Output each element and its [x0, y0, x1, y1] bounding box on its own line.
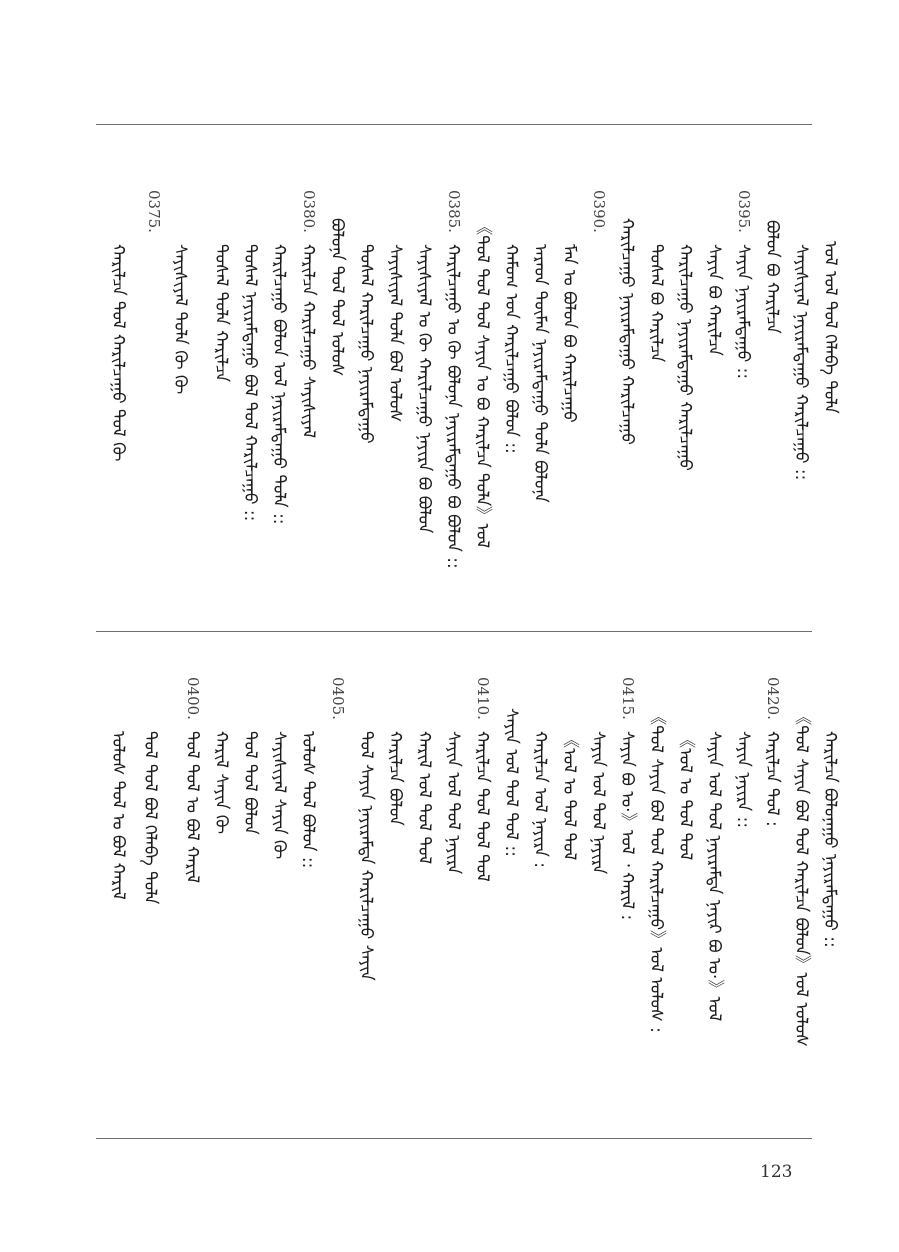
top-line: 《ᠲᠤᠯ ᠲᠤᠯ ᠲᠤᠯ ᠰᠠᠶᠢᠨ ᠤ ᠪᠣ ᠬᠠᠷᠢᠯᠴᠠ ᠲᠤᠯᠠ》ᠤᠯ: [472, 218, 492, 549]
top-line: ᠤᠯ ᠤᠯ ᠲᠤᠯ ᠬᠡᠯᠡᠪᠡ ᠲᠤᠯᠠ: [820, 241, 840, 414]
bottom-line: ᠰᠠᠶᠢᠨ ᠪᠣ ᠤ·》ᠤᠯ ᠂ ᠬᠠᠷᠢᠯ :: [617, 731, 637, 921]
top-line: ᠰᠠᠶᠢᠰᠢᠶᠠᠯ ᠲᠤᠯᠠ ᠬᠦ ᠬᠦ: [170, 244, 190, 395]
bottom-line: ᠬᠠᠷᠢᠯᠴᠠ ᠲᠤᠯ :: [762, 731, 782, 827]
bottom-line: ᠰᠠᠶᠢᠨ ᠤᠯ ᠲᠤᠯ ᠲᠤᠯ ::: [501, 708, 521, 857]
bottom-line: ᠬᠠᠷᠢᠯᠴᠠ ᠤᠯ ᠨᠠᠶᠢᠷᠠ :: [530, 731, 550, 869]
bottom-line: 《ᠲᠤᠯ ᠰᠠᠶᠢᠨ ᠪᠣᠯ ᠲᠤᠯ ᠬᠠᠷᠢᠯᠴᠠ ᠪᠣᠯᠤᠨ》ᠤᠯ ᠤᠯᠤᠰ: [791, 708, 811, 1047]
top-line: ᠬᠠᠷᠢᠯᠴᠠᠭᠤ ᠨᠠᠶᠢᠷᠠᠮᠳᠠᠭᠤ ᠬᠠᠷᠢᠯᠴᠠᠭᠤ: [617, 218, 637, 445]
top-line: ᠬᠠᠷᠢᠯᠴᠠᠭᠤ ᠨᠠᠶᠢᠷᠠᠮᠳᠠᠭᠤ ᠬᠠᠷᠢᠯᠴᠠᠭᠤ: [675, 244, 695, 471]
bottom-line: ᠬᠠᠷᠢᠯᠴᠠ ᠪᠣᠯᠤᠨᠠᠭᠤ ᠨᠠᠶᠢᠷᠠᠮᠳᠠᠭᠤ ::: [820, 731, 840, 948]
bottom-line: ᠰᠠᠶᠢᠨ ᠨᠠᠶᠢᠷᠠ ::: [733, 731, 753, 829]
top-line: ᠬᠠᠷᠢᠯᠴᠠᠭᠤ ᠪᠣᠯᠤᠨ ᠤᠯ ᠨᠠᠶᠢᠷᠠᠮᠳᠠᠭᠤ ᠲᠤᠯᠠ ::: [269, 244, 289, 525]
top-line: ᠲᠤᠰᠠᠯ ᠲᠤᠯᠠ ᠬᠠᠷᠢᠯᠴᠠ: [211, 244, 231, 382]
middle-rule: [96, 631, 812, 632]
top-line: ᠰᠠᠶᠢᠰᠢᠶᠠᠯ ᠲᠤᠯᠠ ᠪᠣᠯ ᠤᠯᠤᠰ: [385, 244, 405, 423]
bottom-line: ᠬᠠᠷᠢᠯᠴᠠ ᠪᠣᠯᠤᠨ: [385, 731, 405, 826]
bottom-line: ᠰᠠᠶᠢᠨ ᠤᠯ ᠲᠤᠯ ᠨᠠᠶᠢᠷᠠ: [443, 731, 463, 875]
bottom-line: ᠬᠠᠷᠢᠯ ᠤᠯ ᠲᠤᠯ ᠲᠤᠯ: [414, 731, 434, 865]
top-line: ᠰᠠᠶᠢᠨ ᠪᠣ ᠬᠠᠷᠢᠯᠴᠠ: [704, 244, 724, 356]
top-line: ᠰᠠᠶᠢᠨ ᠨᠠᠶᠢᠷᠠᠮᠳᠠᠭᠤ ::: [733, 244, 753, 380]
bottom-line: ᠲᠤᠯ ᠲᠤᠯ ᠪᠣᠯ ᠬᠡᠯᠡᠪᠡ ᠲᠤᠯᠠ: [140, 731, 160, 905]
entry-number: 0395.: [735, 190, 753, 233]
entry-number: 0375.: [145, 190, 163, 233]
bottom-line: 《ᠤᠯ ᠤ ᠲᠤᠯ ᠲᠤᠯ: [675, 731, 695, 861]
entry-number: 0420.: [764, 677, 782, 720]
top-line: ᠰᠠᠶᠢᠰᠢᠶᠠᠯ ᠨᠠᠶᠢᠷᠠᠮᠳᠠᠭᠤ ᠬᠠᠷᠢᠯᠴᠠᠭᠤ ::: [791, 244, 811, 481]
top-line: ᠠᠷᠠᠳ ᠲᠦᠮᠡᠨ ᠨᠠᠶᠢᠷᠠᠮᠳᠠᠭᠤ ᠲᠤᠯᠠ ᠪᠣᠯᠤᠨᠠ: [530, 244, 550, 503]
top-line: ᠲᠤᠰᠠᠯ ᠬᠠᠷᠢᠯᠴᠠᠭᠤ ᠨᠠᠶᠢᠷᠠᠮᠳᠠᠭᠤ: [356, 244, 376, 444]
entry-number: 0415.: [619, 677, 637, 720]
bottom-rule: [96, 1138, 812, 1139]
bottom-line: ᠰᠠᠶᠢᠨ ᠤᠯ ᠲᠤᠯ ᠨᠠᠶᠢᠷᠠ: [588, 731, 608, 875]
top-line: ᠬᠠᠷᠢᠯᠴᠠ ᠬᠠᠷᠢᠯᠴᠠᠭᠤ ᠰᠠᠶᠢᠰᠢᠶᠠᠯ: [298, 244, 318, 439]
entry-number: 0380.: [300, 190, 318, 233]
top-rule: [96, 124, 812, 125]
bottom-line: ᠤᠯᠤᠰ ᠲᠤᠯ ᠤ ᠪᠣᠯ ᠬᠠᠷᠢᠯ: [108, 731, 128, 900]
bottom-line: ᠰᠠᠶᠢᠰᠢᠶᠠᠯ ᠰᠠᠶᠢᠨ ᠬᠦ: [269, 731, 289, 860]
bottom-line: 《ᠤᠯ ᠤ ᠲᠤᠯ ᠲᠤᠯ: [559, 731, 579, 861]
bottom-line: 《ᠲᠤᠯ ᠰᠠᠶᠢᠨ ᠪᠣᠯ ᠲᠤᠯ ᠬᠠᠷᠢᠯᠴᠠᠭᠤ》ᠤᠯ ᠤᠯᠤᠰ :: [646, 708, 666, 1033]
top-line: ᠲᠤᠰᠠᠯ ᠨᠠᠶᠢᠷᠠᠮᠳᠠᠭᠤ ᠪᠣᠯ ᠲᠤᠯ ᠬᠠᠷᠢᠯᠴᠠᠭᠤ ::: [240, 244, 260, 522]
top-line: ᠬᠠᠷᠢᠯᠴᠠ ᠲᠤᠯ ᠬᠠᠷᠢᠯᠴᠠᠭᠤ ᠲᠤᠯ ᠬᠦ: [108, 244, 128, 462]
bottom-line: ᠤᠯᠤᠰ ᠲᠤᠯ ᠪᠣᠯᠤᠨ ::: [298, 731, 318, 869]
top-line: ᠪᠣᠯᠤᠨ ᠪᠣ ᠬᠠᠷᠢᠯᠴᠠ: [762, 220, 782, 334]
top-line: ᠬᠠᠷᠢᠯᠴᠠᠭᠤ ᠤ ᠬᠦ ᠪᠣᠯᠤᠨᠠ ᠨᠠᠶᠢᠷᠠᠮᠳᠠᠭᠤ ᠪᠣ ᠪᠣᠯᠤᠨ ::: [443, 244, 463, 569]
page-number: 123: [760, 1162, 793, 1182]
entry-number: 0400.: [184, 677, 202, 720]
bottom-line: ᠰᠠᠶᠢᠨ ᠤᠯ ᠲᠤᠯ ᠨᠠᠶᠢᠷᠠᠮᠳᠠ ᠨᠠᠶᠢᠷ ᠪᠣ ᠤ·》ᠤᠯ: [704, 731, 724, 1022]
top-line: ᠮᠠᠨ ᠤ ᠪᠣᠯᠤᠨ ᠪᠣ ᠬᠠᠷᠢᠯᠴᠠᠭᠤ: [559, 244, 579, 423]
bottom-line: ᠲᠤᠯ ᠲᠤᠯ ᠪᠣᠯᠤᠨ: [240, 731, 260, 835]
top-line: ᠪᠣᠯᠤᠨᠠ ᠲᠤᠯ ᠲᠤᠯ ᠤᠯᠤᠰ: [327, 218, 347, 377]
bottom-line: ᠬᠠᠷᠢᠯᠴᠠ ᠲᠤᠯ ᠲᠤᠯ ᠲᠤᠯ: [472, 731, 492, 882]
top-line: ᠲᠤᠰᠠᠯ ᠪᠣ ᠬᠠᠷᠢᠯᠴᠠ: [646, 244, 666, 363]
top-line: ᠰᠠᠶᠢᠰᠢᠶᠠᠯ ᠤ ᠬᠦ ᠬᠠᠷᠢᠯᠴᠠᠭᠤ ᠨᠠᠶᠢᠷᠠ ᠪᠣ ᠪᠣᠯᠤᠨ: [414, 244, 434, 534]
entry-number: 0405.: [329, 677, 347, 720]
bottom-line: ᠲᠤᠯ ᠲᠤᠯ ᠤ ᠪᠣᠯ ᠬᠠᠷᠢᠯ: [182, 731, 202, 884]
bottom-line: ᠬᠠᠷᠢᠯ ᠰᠠᠶᠢᠨ ᠬᠦ: [211, 731, 231, 835]
top-line: ᠬᠠᠮᠤᠭ ᠤᠨ ᠬᠠᠷᠢᠯᠴᠠᠭᠤ ᠪᠣᠯᠤᠨ ::: [501, 244, 521, 454]
bottom-line: ᠲᠤᠯ ᠰᠠᠶᠢᠨ ᠨᠠᠶᠢᠷᠠᠮᠳᠠ ᠬᠠᠷᠢᠯᠴᠠᠭᠤ ᠰᠠᠶᠢᠨ: [356, 731, 376, 981]
entry-number: 0390.: [590, 190, 608, 233]
entry-number: 0385.: [445, 190, 463, 233]
entry-number: 0410.: [474, 677, 492, 720]
